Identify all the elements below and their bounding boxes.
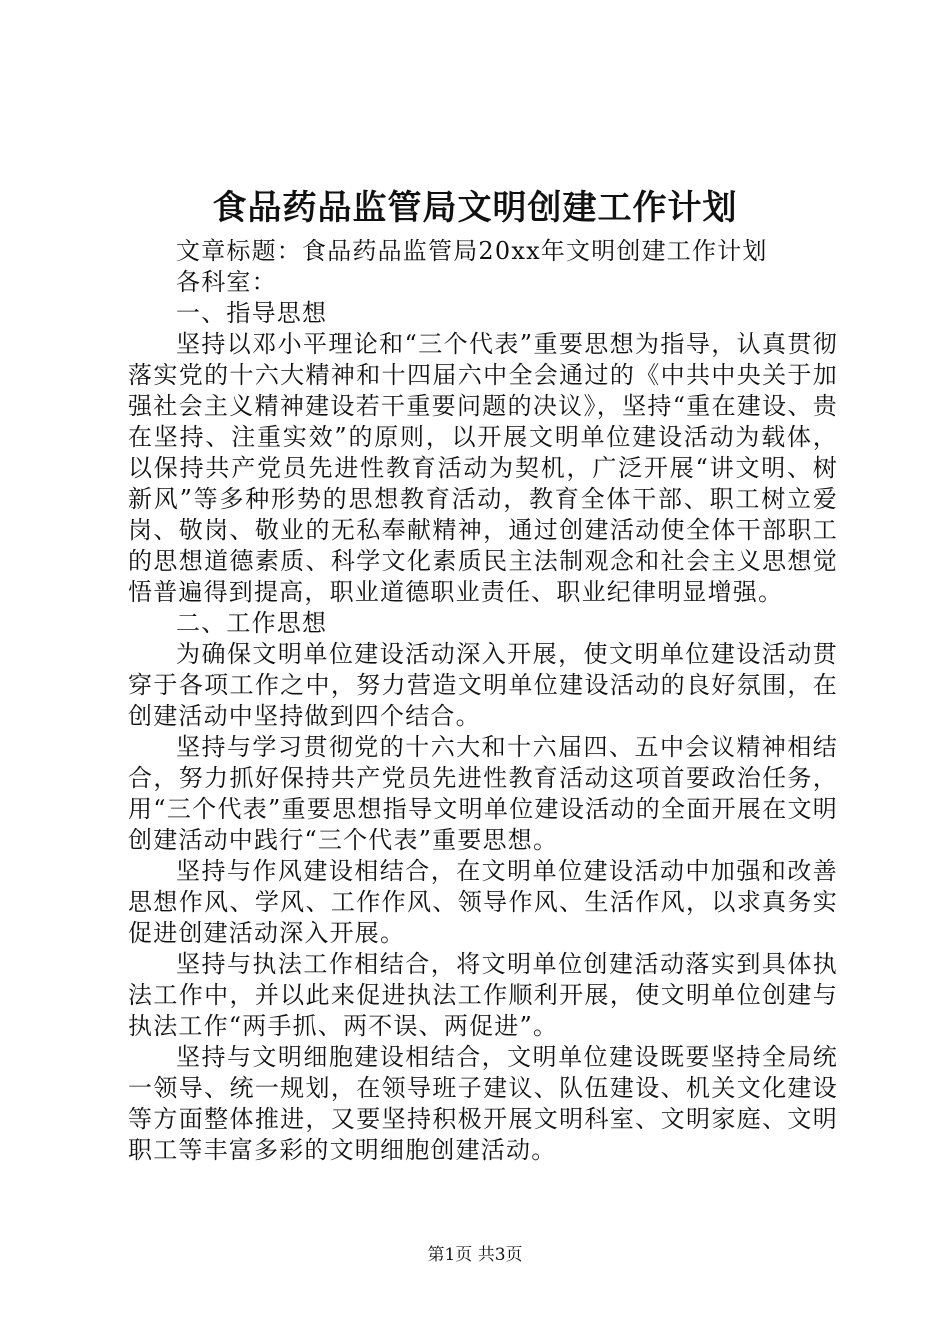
document-title: 食品药品监管局文明创建工作计划 [212,188,738,228]
section-heading-guiding-thought: 一、指导思想 [176,299,328,327]
salutation: 各科室： [176,268,277,296]
page-number-footer: 第1页 共3页 [427,1245,523,1265]
paragraph-combination-enforcement: 坚持与执法工作相结合，将文明单位创建活动落实到具体执法工作中，并以此来促进执法工作顺利开展，使文明单位创建与执法工作“两手抓、两不误、两促进”。 [128,950,838,1040]
paragraph-combination-cells: 坚持与文明细胞建设相结合，文明单位建设既要坚持全局统一领导、统一规划，在领导班子建议、队伍建设、机关文化建设等方面整体推进，又要坚持积极开展文明科室、文明家庭、文明职工等丰富多彩的文明细胞创建活动。 [128,1043,838,1164]
section-heading-work-thought: 二、工作思想 [176,609,328,637]
paragraph-combination-study: 坚持与学习贯彻党的十六大和十六届四、五中会议精神相结合，努力抓好保持共产党员先进性教育活动这项首要政治任务，用“三个代表”重要思想指导文明单位建设活动的全面开展在文明创建活动中践行“三个代表”重要思想。 [128,733,838,854]
document-body [128,236,838,1166]
article-title-line: 文章标题：食品药品监管局20xx年文明创建工作计划 [176,237,768,265]
paragraph-combination-style: 坚持与作风建设相结合，在文明单位建设活动中加强和改善思想作风、学风、工作作风、领导作风、生活作风，以求真务实促进创建活动深入开展。 [128,857,838,947]
paragraph-work-thought-intro: 为确保文明单位建设活动深入开展，使文明单位建设活动贯穿于各项工作之中，努力营造文明单位建设活动的良好氛围，在创建活动中坚持做到四个结合。 [128,640,838,730]
paragraph-guiding-thought: 坚持以邓小平理论和“三个代表”重要思想为指导，认真贯彻落实党的十六大精神和十四届六中全会通过的《中共中央关于加强社会主义精神建设若干重要问题的决议》，坚持“重在建设、贵在坚持、注重实效”的原则，以开展文明单位建设活动为载体，以保持共产党员先进性教育活动为契机，广泛开展“讲文明、树新风”等多种形势的思想教育活动，教育全体干部、职工树立爱岗、敬岗、敬业的无私奉献精神，通过创建活动使全体干部职工的思想道德素质、科学文化素质民主法制观念和社会主义思想觉悟普遍得到提高，职业道德职业责任、职业纪律明显增强。 [128,330,838,606]
